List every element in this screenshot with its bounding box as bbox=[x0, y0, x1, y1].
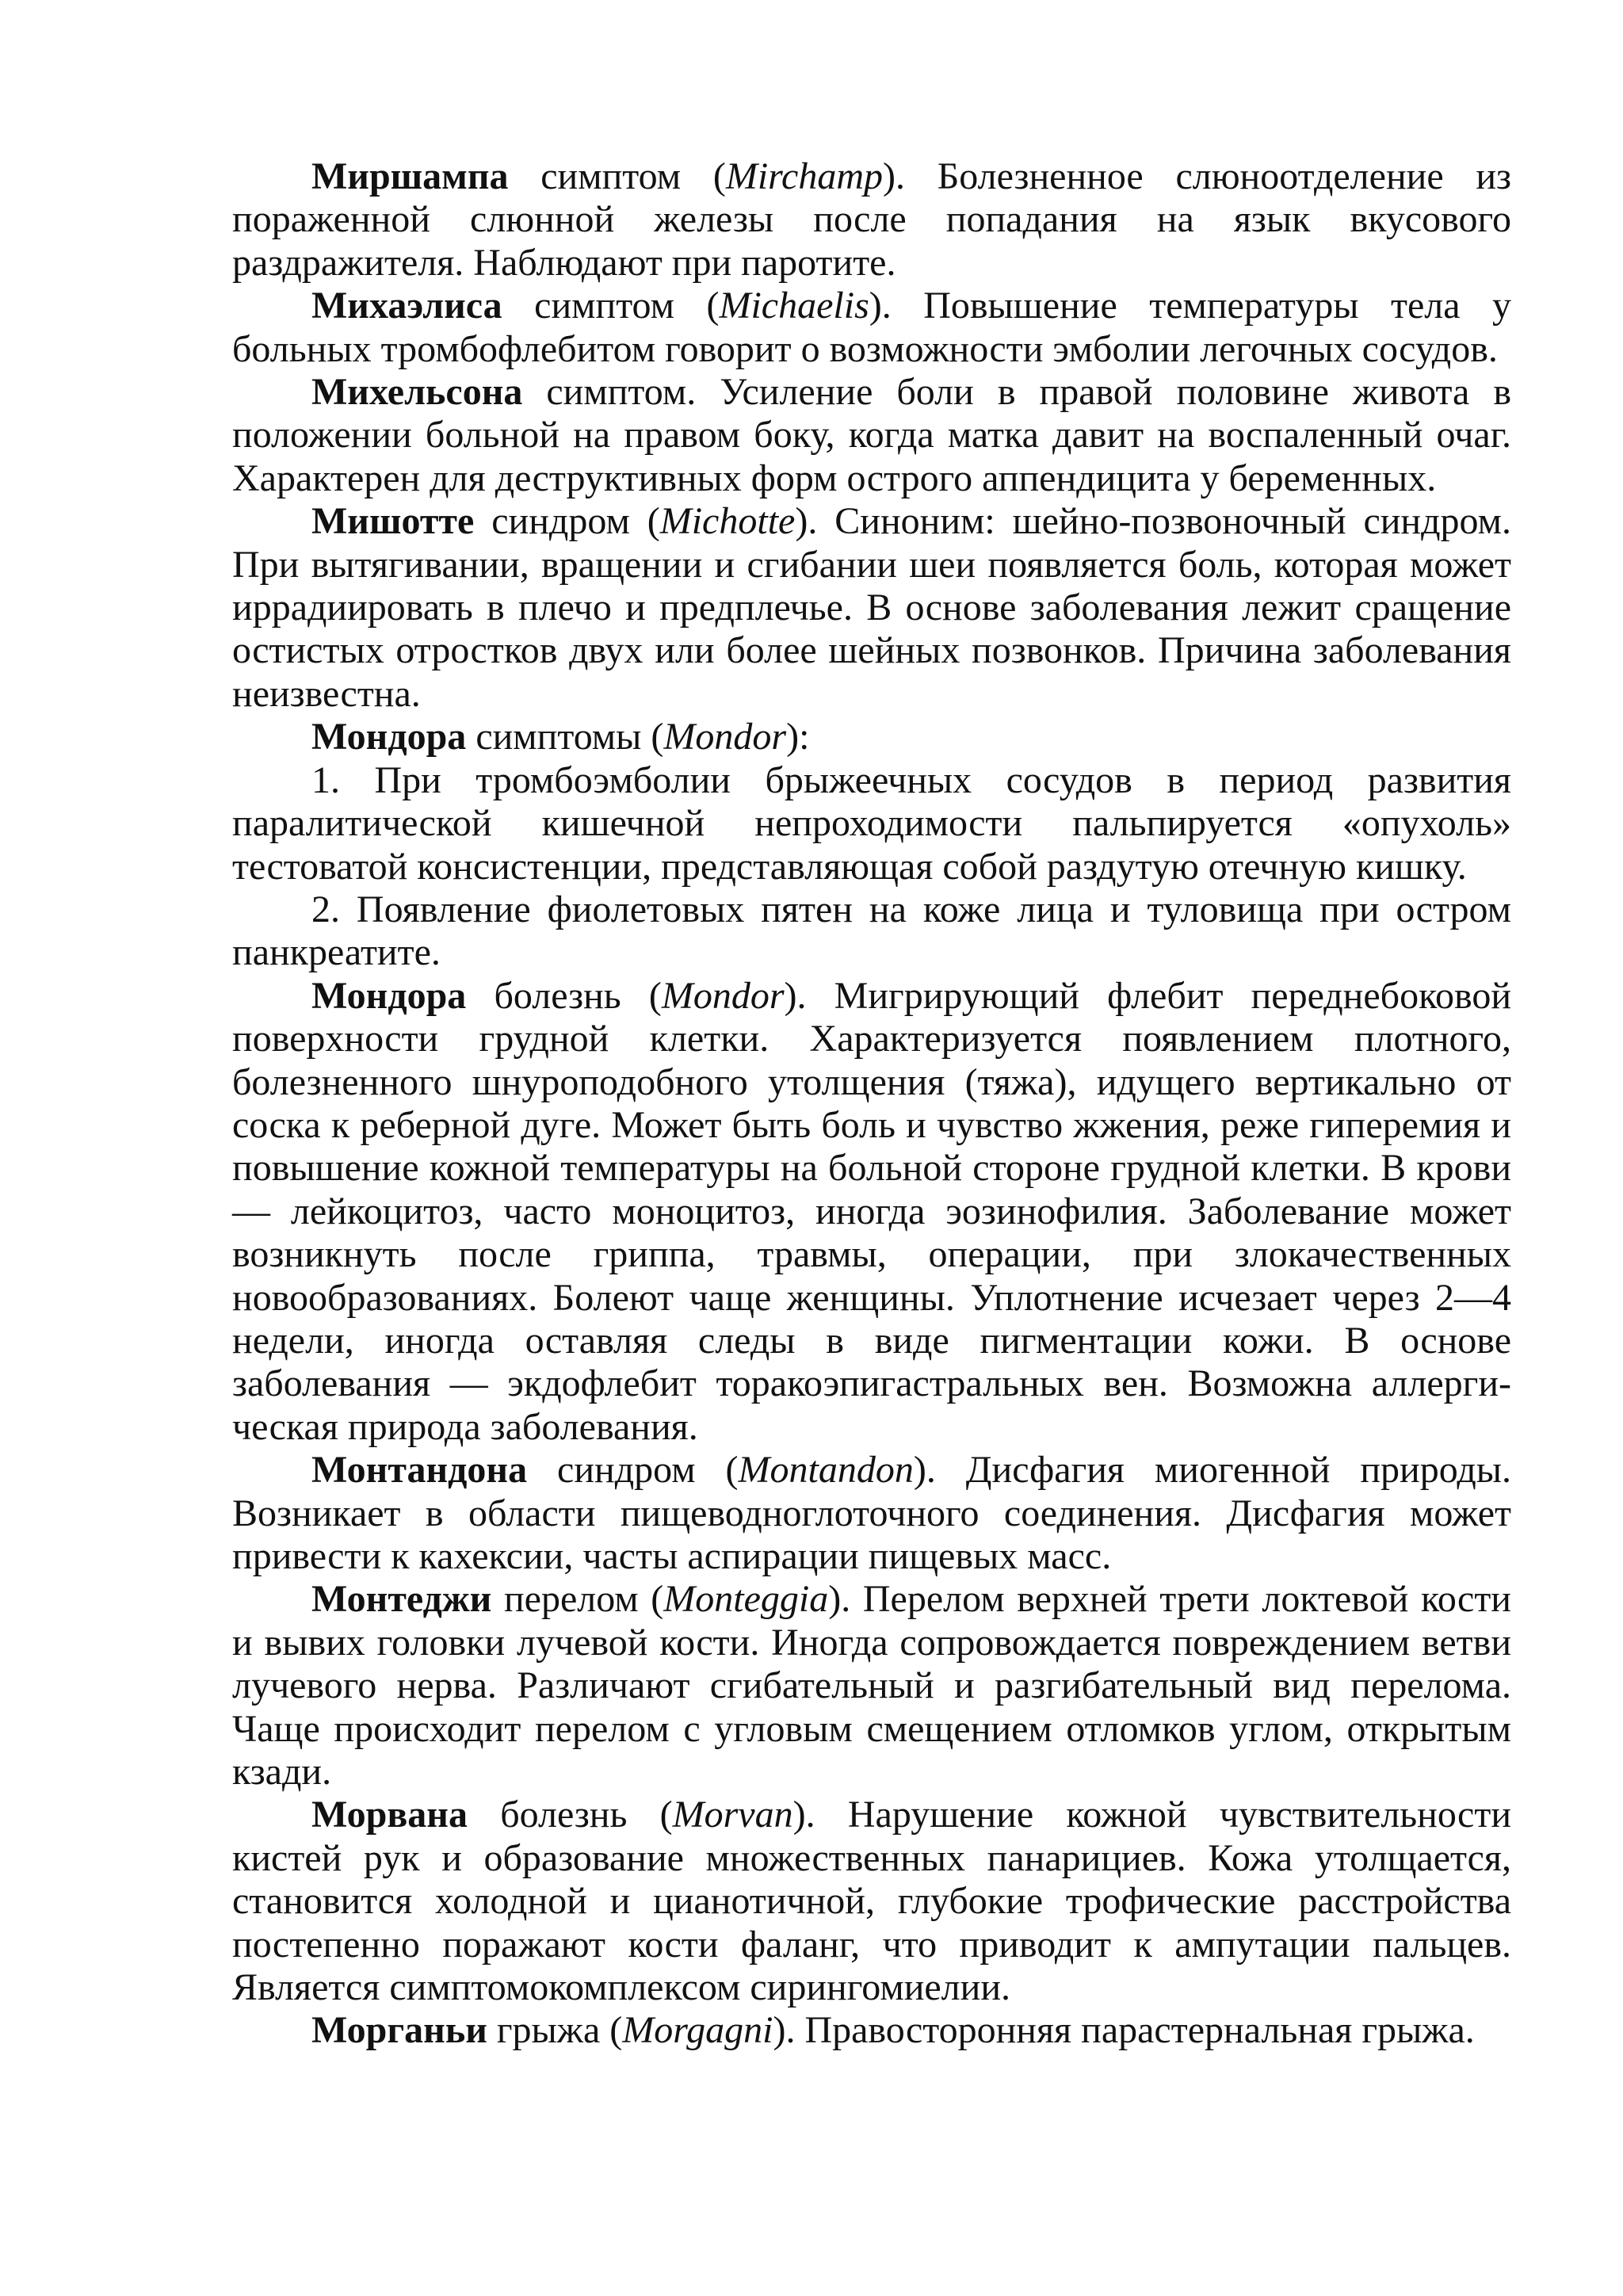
entry-morgagni bbox=[232, 2009, 1511, 2052]
entry-montandon bbox=[232, 1449, 1511, 1578]
entry-kind: симптом. Усиление боли в правой половине живота в положении больной на правом боку, когда матка давит на воспаленный очаг. Характерен для деструктивных форм острого аппендицита у беременных. bbox=[232, 371, 1511, 499]
entry-term: Миршампа bbox=[311, 155, 509, 197]
entry-monteggia bbox=[232, 1578, 1511, 1794]
entry-michelson bbox=[232, 371, 1511, 500]
entry-term: Монтеджи bbox=[311, 1578, 492, 1621]
entry-kind: синдром ( bbox=[527, 1449, 739, 1492]
entry-eponym: Mirchamp bbox=[725, 155, 884, 197]
entry-term: Михельсона bbox=[311, 371, 523, 414]
entry-eponym: Morvan bbox=[672, 1794, 793, 1836]
list-item-text: 1. При тромбоэмболии брыжеечных сосудов в период развития паралитической кишечной непроходимости пальпируется «опухоль» тестоватой консистенции, представляющая собой раздутую отечную кишку. bbox=[232, 758, 1511, 888]
entry-text: ): bbox=[786, 716, 810, 758]
entry-kind: симптом ( bbox=[502, 285, 720, 327]
entry-eponym: Mondor bbox=[663, 716, 787, 758]
entry-kind: болезнь ( bbox=[466, 974, 662, 1017]
entry-kind: синдром ( bbox=[474, 500, 660, 543]
entry-eponym: Monteggia bbox=[663, 1578, 829, 1621]
entry-eponym: Montandon bbox=[738, 1449, 914, 1492]
entry-mirchamp bbox=[232, 155, 1511, 285]
entry-term: Морганьи bbox=[311, 2009, 487, 2052]
entry-text: ). Нарушение кожной чувствительности кистей рук и образование множественных панарициев. Кожа утолщается, становится холодной и цианотичной, глубокие трофические расстройства постепенно поражают кости фаланг, что приводит к ампутации пальцев. Является симптомокомплексом сирингомиелии. bbox=[232, 1794, 1512, 2009]
entry-morvan bbox=[232, 1794, 1511, 2009]
entry-text: ). Болезненное слюноотделение из пораженной слюнной железы после попадания на язык вкусового раздражителя. Наблюдают при паротите. bbox=[232, 155, 1511, 284]
entry-text: ). Повышение температуры тела у больных тромбофлебитом говорит о возможности эмболии легочных сосудов. bbox=[232, 285, 1512, 370]
entry-eponym: Mondor bbox=[661, 974, 785, 1017]
entry-michotte bbox=[232, 500, 1511, 716]
entry-term: Морвана bbox=[311, 1794, 468, 1836]
entry-text: ). Мигрирующий флебит переднебоковой поверхности грудной клетки. Характеризуется появлением плотного, болезненного шнуроподобного утолщения (тяжа), идущего вертикально от соска к реберной дуге. Может быть боль и чувство жжения, реже гиперемия и повышение кожной температуры на больной стороне грудной клетки. В крови — лейкоцитоз, часто моноцитоз, иногда эозинофилия. Заболевание может возникнуть после гриппа, травмы, операции, при злокачественных новообразованиях. Болеют чаще женщины. Уплотнение исчезает через 2—4 недели, иногда оставляя следы в виде пигментации кожи. В основе заболевания — экдофлебит торакоэпигастральных вен. Возможна аллергическая природа заболевания. bbox=[232, 974, 1512, 1448]
entry-term: Мондора bbox=[311, 974, 467, 1017]
entry-kind: болезнь ( bbox=[467, 1794, 673, 1836]
entry-eponym: Michaelis bbox=[719, 285, 869, 327]
entry-mondor-disease bbox=[232, 975, 1511, 1449]
entry-term: Мондора bbox=[311, 716, 467, 758]
entry-text: ). Синоним: шейно-позвоночный синдром. При вытягивании, вращении и сгибании шеи появляется боль, которая может иррадиировать в плечо и предплечье. В основе заболевания лежит сращение остистых отростков двух или более шейных позвонков. Причина заболевания неизвестна. bbox=[232, 500, 1511, 715]
list-item-text: 2. Появление фиолетовых пятен на коже лица и туловища при остром панкреатите. bbox=[232, 888, 1511, 974]
entry-term: Монтандона bbox=[311, 1449, 528, 1492]
entry-kind: симптом ( bbox=[508, 155, 726, 197]
entry-michaelis bbox=[232, 285, 1511, 371]
entry-eponym: Morgagni bbox=[622, 2009, 773, 2052]
mondor-symptom-item-2 bbox=[232, 888, 1511, 975]
entry-text: ). Правосторонняя парастернальная грыжа. bbox=[773, 2009, 1475, 2052]
entry-term: Мишотте bbox=[311, 500, 475, 543]
entry-text: ). Дисфагия миогенной природы. Возникает в области пищеводноглоточного соединения. Дисфагия может привести к кахексии, часты аспирации пищевых масс. bbox=[232, 1449, 1512, 1577]
entry-text: ). Перелом верхней трети локтевой кости и вывих головки лучевой кости. Иногда сопровождается повреждением ветви лучевого нерва. Различают сгибательный и разгибательный вид перелома. Чаще происходит перелом с угловым смещением отломков углом, открытым кзади. bbox=[232, 1578, 1511, 1794]
entry-term: Михаэлиса bbox=[311, 285, 502, 327]
entry-kind: перелом ( bbox=[491, 1578, 664, 1621]
entry-mondor-symptoms bbox=[232, 716, 1511, 758]
mondor-symptom-item-1 bbox=[232, 759, 1511, 888]
entry-kind: грыжа ( bbox=[487, 2009, 623, 2052]
document-page bbox=[232, 155, 1511, 2053]
entry-kind: симптомы ( bbox=[466, 716, 664, 758]
entry-eponym: Michotte bbox=[659, 500, 796, 543]
